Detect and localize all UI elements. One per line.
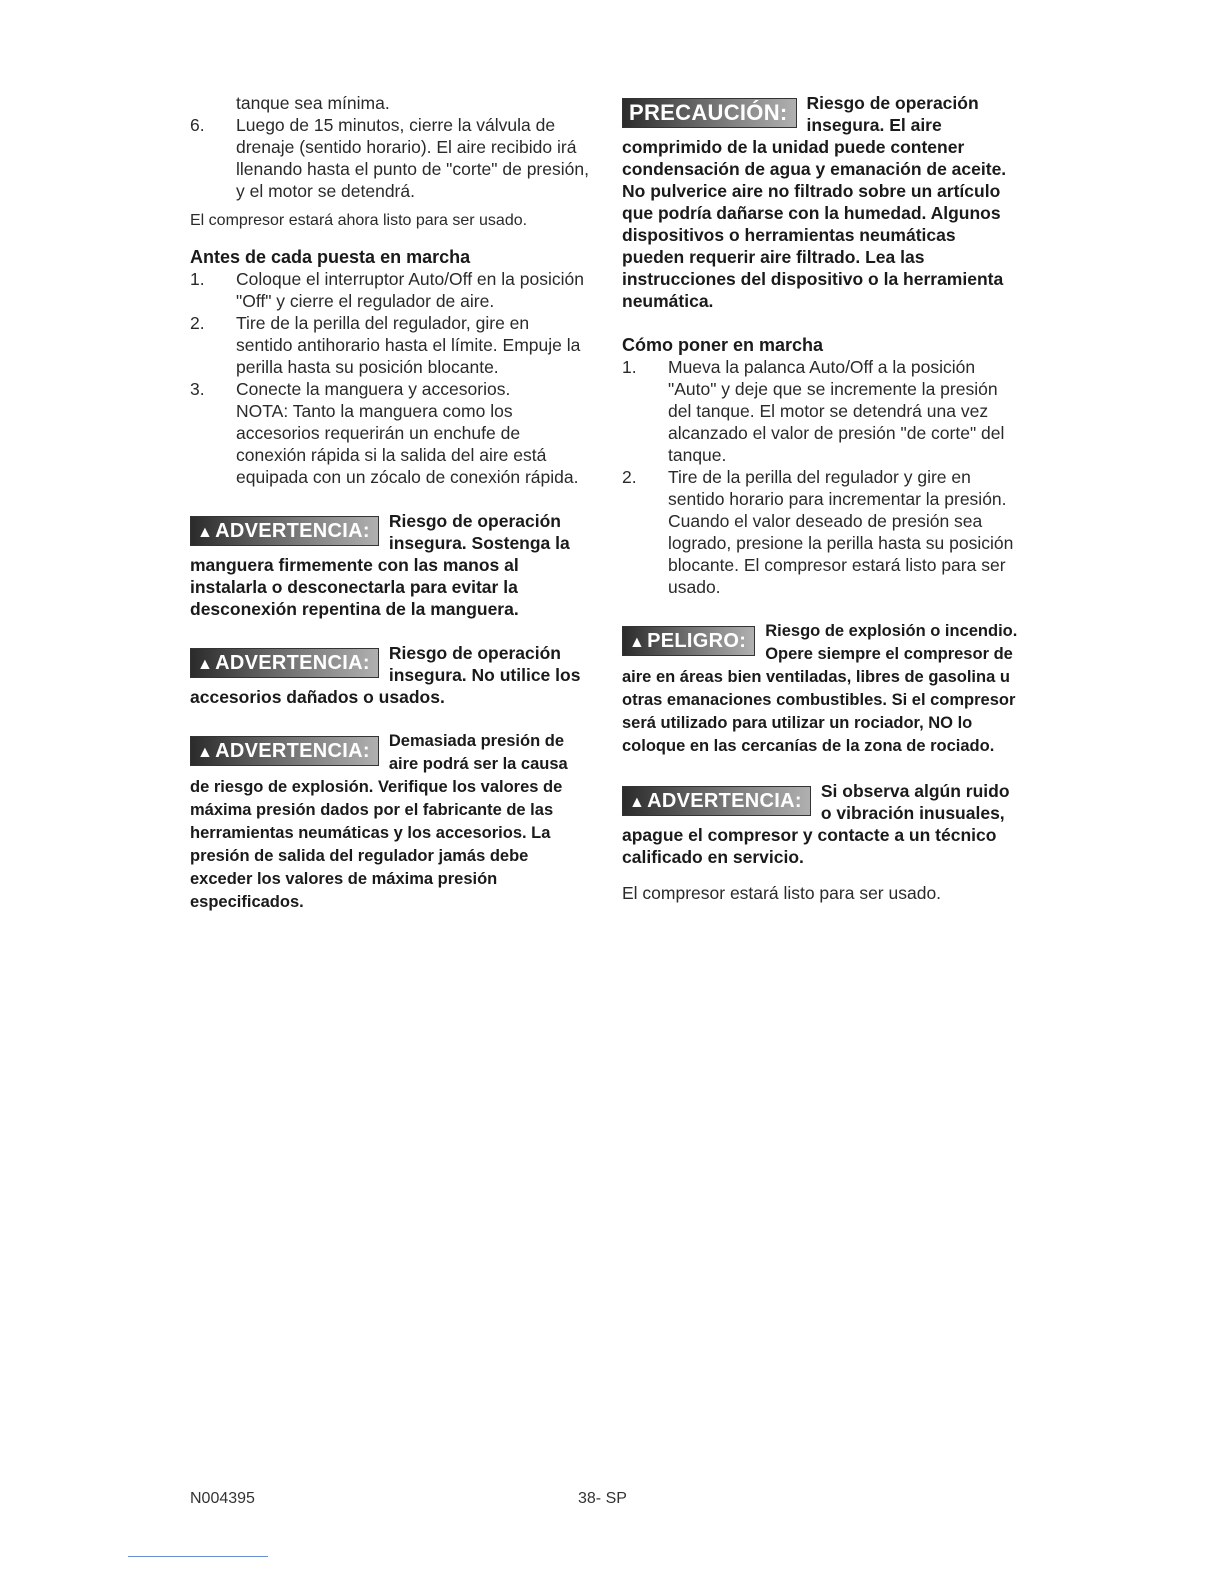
step-number: 2. bbox=[622, 467, 637, 487]
badge-label: ADVERTENCIA: bbox=[215, 740, 370, 762]
warning-text: Si observa algún ruido o vibración inusuales, apague el compresor y contacte a un técnico calificado en servicio. bbox=[622, 781, 1010, 867]
warning-badge bbox=[190, 648, 379, 678]
danger-badge bbox=[622, 626, 755, 656]
list-item bbox=[190, 312, 590, 378]
warning-block-3 bbox=[190, 730, 590, 914]
section-title-start: Cómo poner en marcha bbox=[622, 335, 824, 355]
ready-note: El compresor estará listo para ser usado. bbox=[622, 883, 942, 903]
warning-text: Riesgo de operación insegura. Sostenga la manguera firmemente con las manos al instalarla o desconectarla para evitar la desconexión repentina de la manguera. bbox=[190, 511, 570, 619]
list-item bbox=[190, 268, 590, 312]
badge-label: ADVERTENCIA: bbox=[215, 652, 370, 674]
badge-label: PELIGRO: bbox=[647, 630, 747, 652]
page-number: 38- SP bbox=[578, 1490, 627, 1507]
step-text: Conecte la manguera y accesorios. bbox=[236, 379, 511, 399]
warning-block-4 bbox=[622, 780, 1022, 868]
nota-label: NOTA: bbox=[236, 401, 289, 421]
warning-badge bbox=[190, 516, 379, 546]
ready-note: El compresor estará ahora listo para ser usado. bbox=[190, 212, 528, 229]
step-number: 2. bbox=[190, 313, 205, 333]
step-list-start bbox=[622, 356, 1022, 598]
document-code: N004395 bbox=[190, 1490, 255, 1507]
right-column bbox=[622, 92, 1022, 904]
step-list-before-start bbox=[190, 268, 590, 488]
danger-block bbox=[622, 620, 1022, 758]
badge-label: PRECAUCIÓN: bbox=[629, 100, 788, 125]
step-number: 1. bbox=[622, 357, 637, 377]
step-list-prev bbox=[190, 114, 590, 202]
caution-block bbox=[622, 92, 1022, 312]
badge-label: ADVERTENCIA: bbox=[647, 790, 802, 812]
warning-triangle-icon: ▲ bbox=[629, 634, 646, 651]
step-number: 6. bbox=[190, 115, 205, 135]
section-title-before-start: Antes de cada puesta en marcha bbox=[190, 247, 471, 267]
warning-badge bbox=[190, 736, 379, 766]
warning-triangle-icon: ▲ bbox=[629, 794, 646, 811]
list-item bbox=[622, 356, 1022, 466]
warning-block-2 bbox=[190, 642, 590, 708]
step-text: Coloque el interruptor Auto/Off en la posición "Off" y cierre el regulador de aire. bbox=[236, 269, 584, 311]
step-number: 1. bbox=[190, 269, 205, 289]
warning-block-1 bbox=[190, 510, 590, 620]
footer-rule bbox=[128, 1556, 268, 1557]
left-column bbox=[190, 92, 590, 914]
warning-triangle-icon: ▲ bbox=[197, 656, 214, 673]
caution-badge bbox=[622, 98, 797, 128]
step-text: Luego de 15 minutos, cierre la válvula de drenaje (sentido horario). El aire recibido irá llenando hasta el punto de "corte" de presión, y el motor se detendrá. bbox=[236, 115, 589, 201]
nota-text: Tanto la manguera como los accesorios requerirán un enchufe de conexión rápida si la salida del aire está equipada con un zócalo de conexión rápida. bbox=[236, 401, 579, 487]
step-number: 3. bbox=[190, 379, 205, 399]
list-item bbox=[190, 114, 590, 202]
continued-text: tanque sea mínima. bbox=[236, 93, 390, 113]
warning-badge bbox=[622, 786, 811, 816]
badge-label: ADVERTENCIA: bbox=[215, 520, 370, 542]
step-text: Tire de la perilla del regulador y gire en sentido horario para incrementar la presión. Cuando el valor deseado de presión sea logrado, presione la perilla hasta su posición blocante. El compresor estará listo para ser usado. bbox=[668, 467, 1014, 597]
danger-text: Riesgo de explosión o incendio. Opere siempre el compresor de aire en áreas bien ventiladas, libres de gasolina u otras emanaciones combustibles. Si el compresor será utilizado para utilizar un rociador, NO lo coloque en las cercanías de la zona de rociado. bbox=[622, 622, 1018, 755]
warning-text: Riesgo de operación insegura. No utilice los accesorios dañados o usados. bbox=[190, 643, 581, 707]
warning-text: Demasiada presión de aire podrá ser la causa de riesgo de explosión. Verifique los valores de máxima presión dados por el fabricante de las herramientas neumáticas y los accesorios. La presión de salida del regulador jamás debe exceder los valores de máxima presión especificados. bbox=[190, 732, 568, 911]
list-item bbox=[190, 378, 590, 488]
caution-text: Riesgo de operación insegura. El aire comprimido de la unidad puede contener condensación de agua y emanación de aceite. No pulverice aire no filtrado sobre un artículo que podría dañarse con la humedad. Algunos dispositivos o herramientas neumáticas pueden requerir aire filtrado. Lea las instrucciones del dispositivo o la herramienta neumática. bbox=[622, 93, 1007, 311]
warning-triangle-icon: ▲ bbox=[197, 744, 214, 761]
step-text: Tire de la perilla del regulador, gire en sentido antihorario hasta el límite. Empuje la perilla hasta su posición blocante. bbox=[236, 313, 581, 377]
step-text: Mueva la palanca Auto/Off a la posición "Auto" y deje que se incremente la presión del tanque. El motor se detendrá una vez alcanzado el valor de presión "de corte" del tanque. bbox=[668, 357, 1005, 465]
list-item bbox=[622, 466, 1022, 598]
warning-triangle-icon: ▲ bbox=[197, 524, 214, 541]
